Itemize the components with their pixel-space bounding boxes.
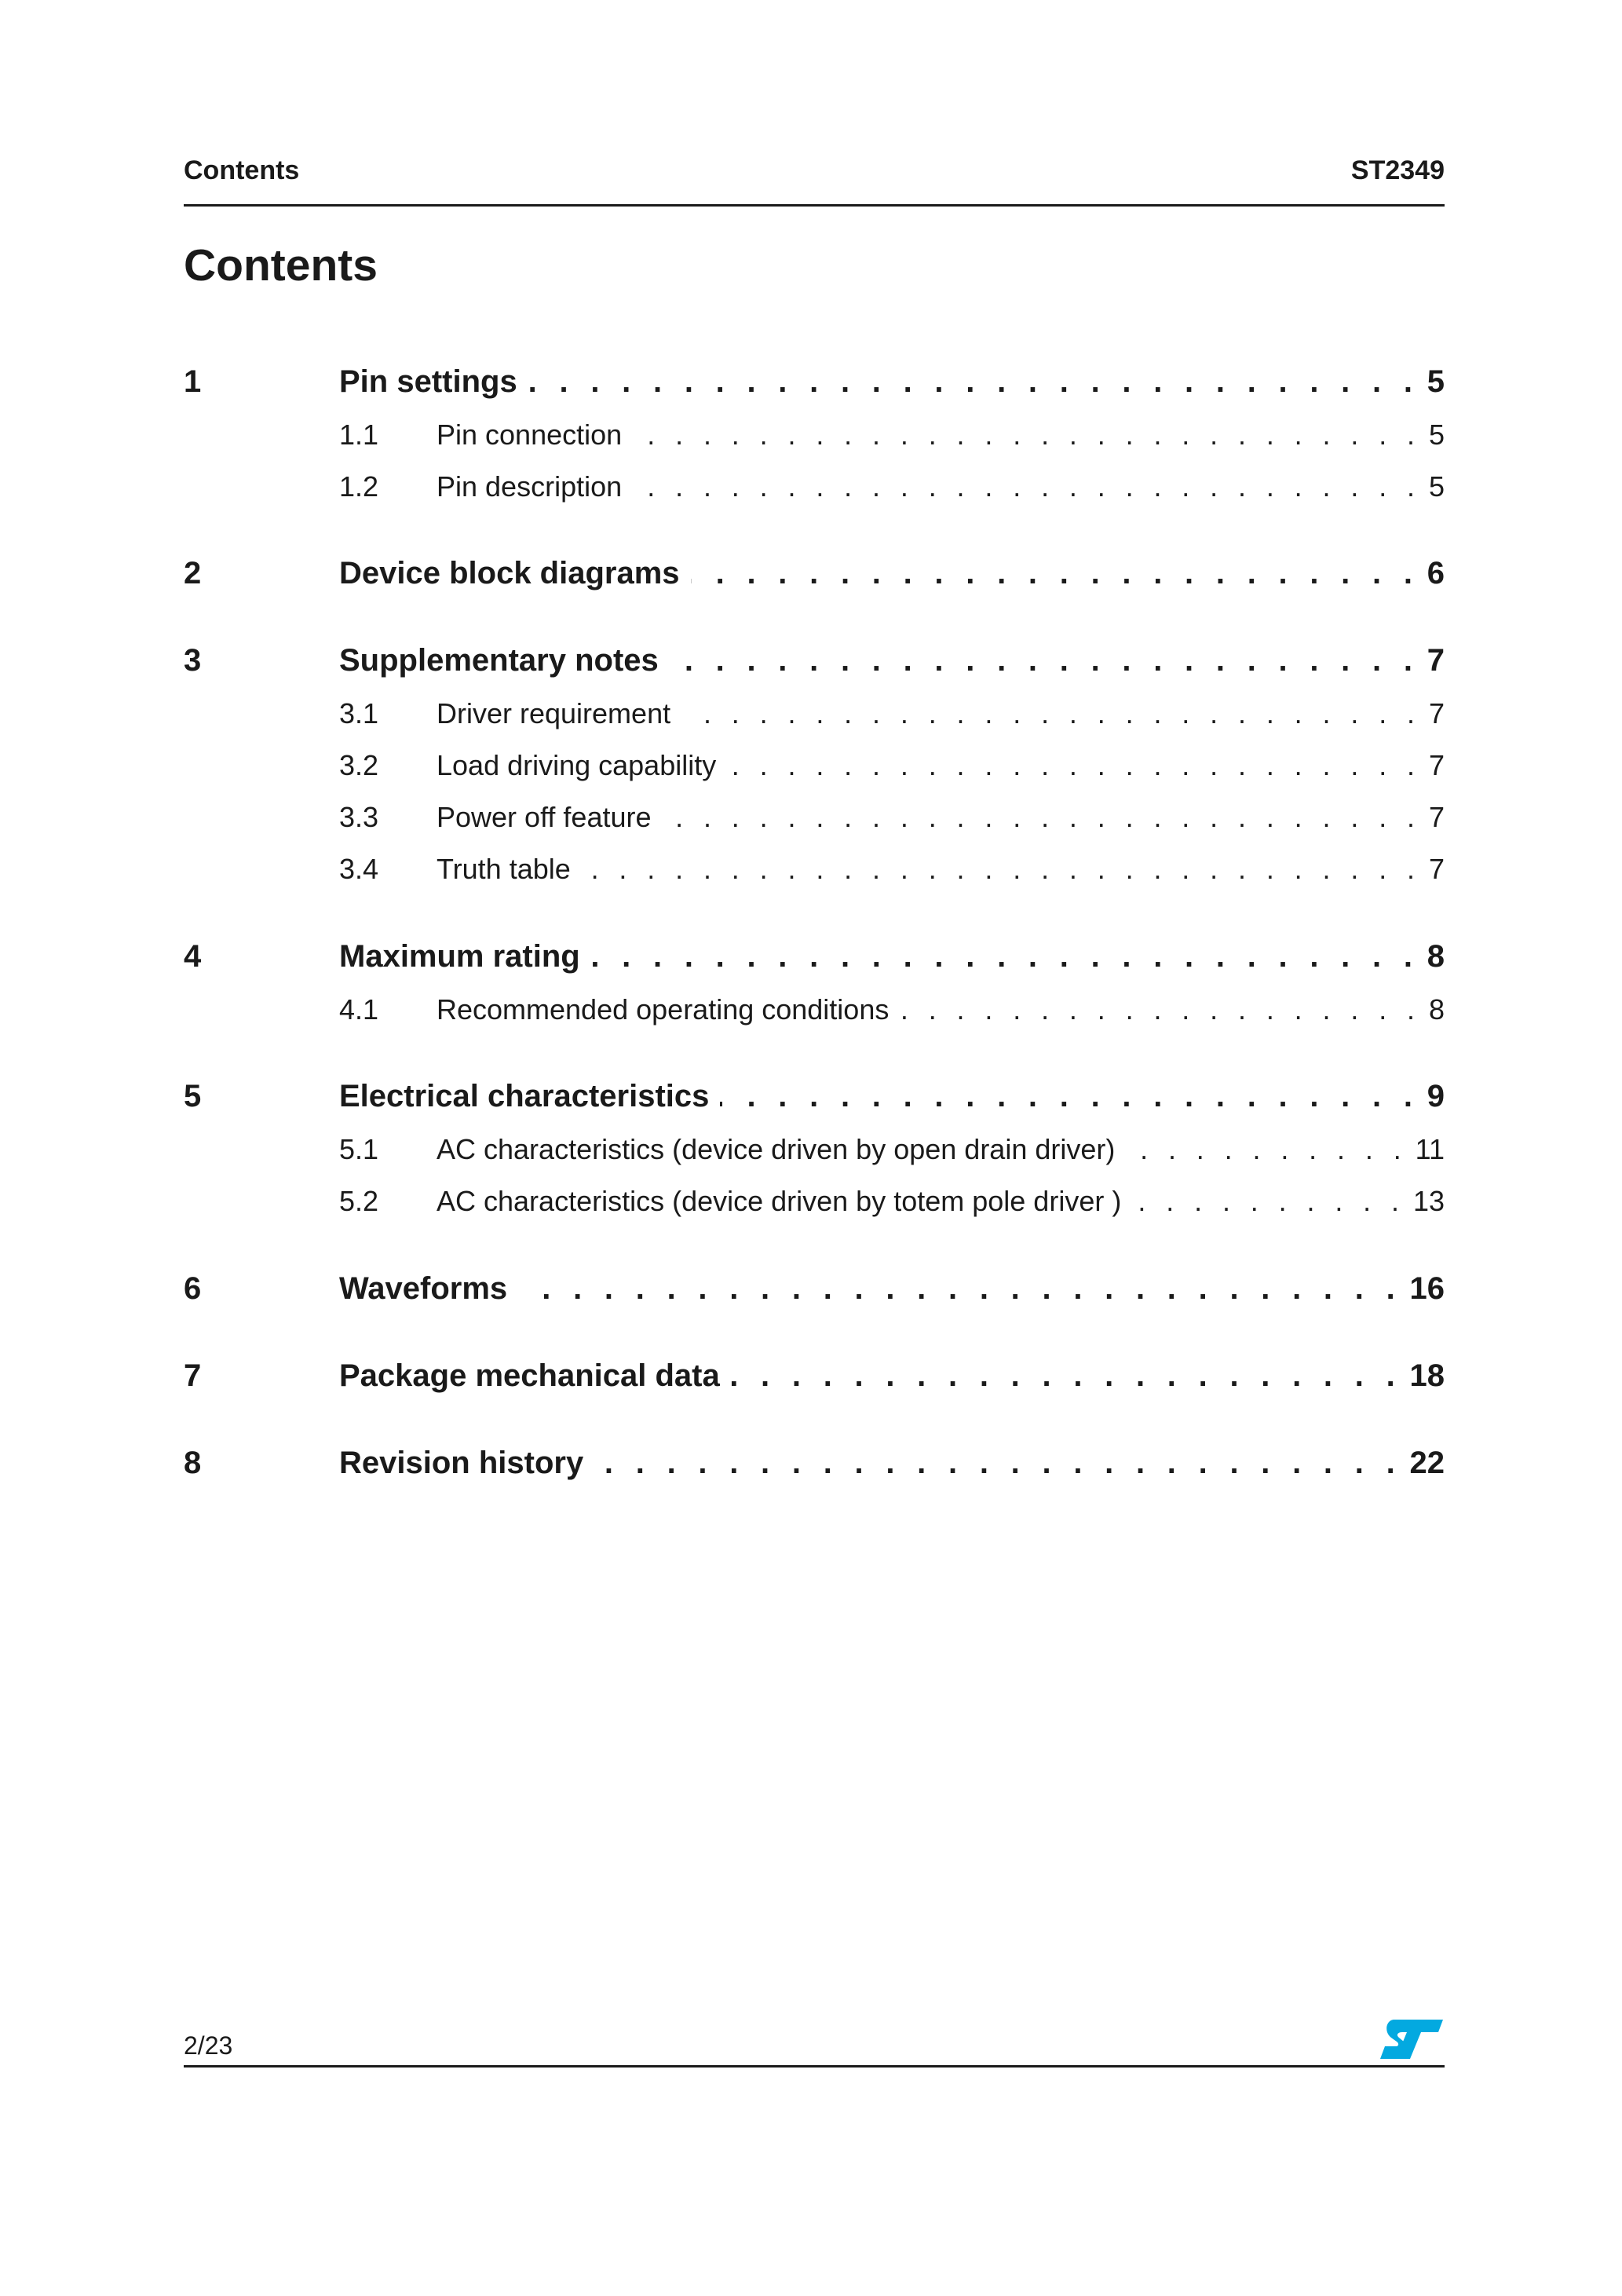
toc-title: Electrical characteristics (339, 1079, 710, 1113)
toc-leader (528, 364, 1419, 400)
toc-entry[interactable] (184, 1133, 1445, 1177)
toc-page: 5 (1428, 470, 1445, 503)
toc-title: Power off feature (437, 801, 652, 833)
toc-title: AC characteristics (device driven by open drain driver) (437, 1133, 1116, 1165)
toc-title: Pin description (437, 470, 623, 503)
toc-leader (663, 801, 1421, 834)
toc-number: 3.4 (339, 853, 379, 885)
toc-page: 7 (1428, 801, 1445, 833)
toc-title: Revision history (339, 1446, 584, 1480)
page-header (184, 155, 1445, 207)
toc-number: 3 (184, 643, 202, 678)
toc-number: 2 (184, 556, 202, 590)
page-title: Contents (184, 240, 378, 291)
toc-number: 1 (184, 364, 202, 399)
toc-number: 3.2 (339, 749, 379, 781)
toc-entry[interactable] (184, 939, 1445, 983)
toc-entry[interactable] (184, 643, 1445, 687)
toc-page: 7 (1428, 697, 1445, 729)
page-footer (184, 2016, 1445, 2067)
toc-title: Device block diagrams (339, 556, 680, 590)
toc-entry[interactable] (184, 470, 1445, 514)
toc-page: 18 (1409, 1358, 1445, 1393)
toc-page: 13 (1412, 1185, 1445, 1217)
toc-number: 8 (184, 1446, 202, 1480)
toc-leader (731, 1358, 1402, 1394)
toc-title: Pin connection (437, 419, 623, 451)
toc-number: 5.2 (339, 1185, 379, 1217)
toc-title: AC characteristics (device driven by totem pole driver ) (437, 1185, 1122, 1217)
toc-page: 16 (1409, 1271, 1445, 1306)
toc-page: 22 (1409, 1446, 1445, 1480)
toc-number: 7 (184, 1358, 202, 1393)
toc-entry[interactable] (184, 1271, 1445, 1315)
toc-title: Package mechanical data (339, 1358, 720, 1393)
toc-entry[interactable] (184, 801, 1445, 845)
toc-number: 4.1 (339, 993, 379, 1026)
toc-leader (594, 1446, 1401, 1481)
toc-entry[interactable] (184, 853, 1445, 897)
toc-page: 11 (1415, 1133, 1445, 1165)
st-logo-s (1380, 2020, 1443, 2059)
toc-leader (720, 1079, 1419, 1114)
toc-number: 3.3 (339, 801, 379, 833)
toc-page: 7 (1427, 643, 1445, 678)
toc-page: 8 (1427, 939, 1445, 974)
toc-leader (900, 993, 1421, 1026)
toc-title: Driver requirement (437, 697, 671, 729)
toc-entry[interactable] (184, 697, 1445, 741)
toc-leader (1126, 1133, 1407, 1166)
toc-entry[interactable] (184, 419, 1445, 462)
toc-entry[interactable] (184, 1185, 1445, 1229)
toc-number: 5 (184, 1079, 202, 1113)
toc-number: 5.1 (339, 1133, 379, 1165)
toc-leader (670, 643, 1419, 678)
toc-entry[interactable] (184, 1079, 1445, 1123)
toc-page: 7 (1428, 749, 1445, 781)
toc-title: Waveforms (339, 1271, 508, 1306)
toc-title: Truth table (437, 853, 571, 885)
toc-entry[interactable] (184, 1358, 1445, 1402)
toc-title: Load driving capability (437, 749, 717, 781)
toc-page: 5 (1427, 364, 1445, 399)
toc-entry[interactable] (184, 1446, 1445, 1490)
toc-leader (582, 853, 1421, 886)
toc-title: Recommended operating conditions (437, 993, 890, 1026)
toc-leader (691, 556, 1419, 591)
toc-page: 8 (1428, 993, 1445, 1026)
toc-number: 3.1 (339, 697, 379, 729)
toc-number: 1.1 (339, 419, 379, 451)
toc-leader (1132, 1185, 1405, 1218)
toc-leader (633, 470, 1421, 503)
toc-entry[interactable] (184, 993, 1445, 1037)
toc-entry[interactable] (184, 556, 1445, 600)
toc-leader (591, 939, 1419, 974)
toc-leader (518, 1271, 1401, 1307)
st-logo-icon (1379, 2018, 1445, 2060)
header-doc-id: ST2349 (1350, 155, 1445, 185)
toc-page: 9 (1427, 1079, 1445, 1113)
toc-page: 6 (1427, 556, 1445, 590)
header-section: Contents (184, 155, 300, 185)
toc-leader (633, 419, 1421, 452)
toc-title: Supplementary notes (339, 643, 659, 678)
toc-entry[interactable] (184, 749, 1445, 793)
toc-leader (681, 697, 1421, 730)
toc-title: Pin settings (339, 364, 517, 399)
toc-number: 1.2 (339, 470, 379, 503)
toc-leader (727, 749, 1421, 782)
toc-page: 7 (1428, 853, 1445, 885)
toc-number: 4 (184, 939, 202, 974)
page-number: 2/23 (184, 2031, 233, 2060)
toc-title: Maximum rating (339, 939, 580, 974)
toc-entry[interactable] (184, 364, 1445, 408)
toc-number: 6 (184, 1271, 202, 1306)
toc-page: 5 (1428, 419, 1445, 451)
